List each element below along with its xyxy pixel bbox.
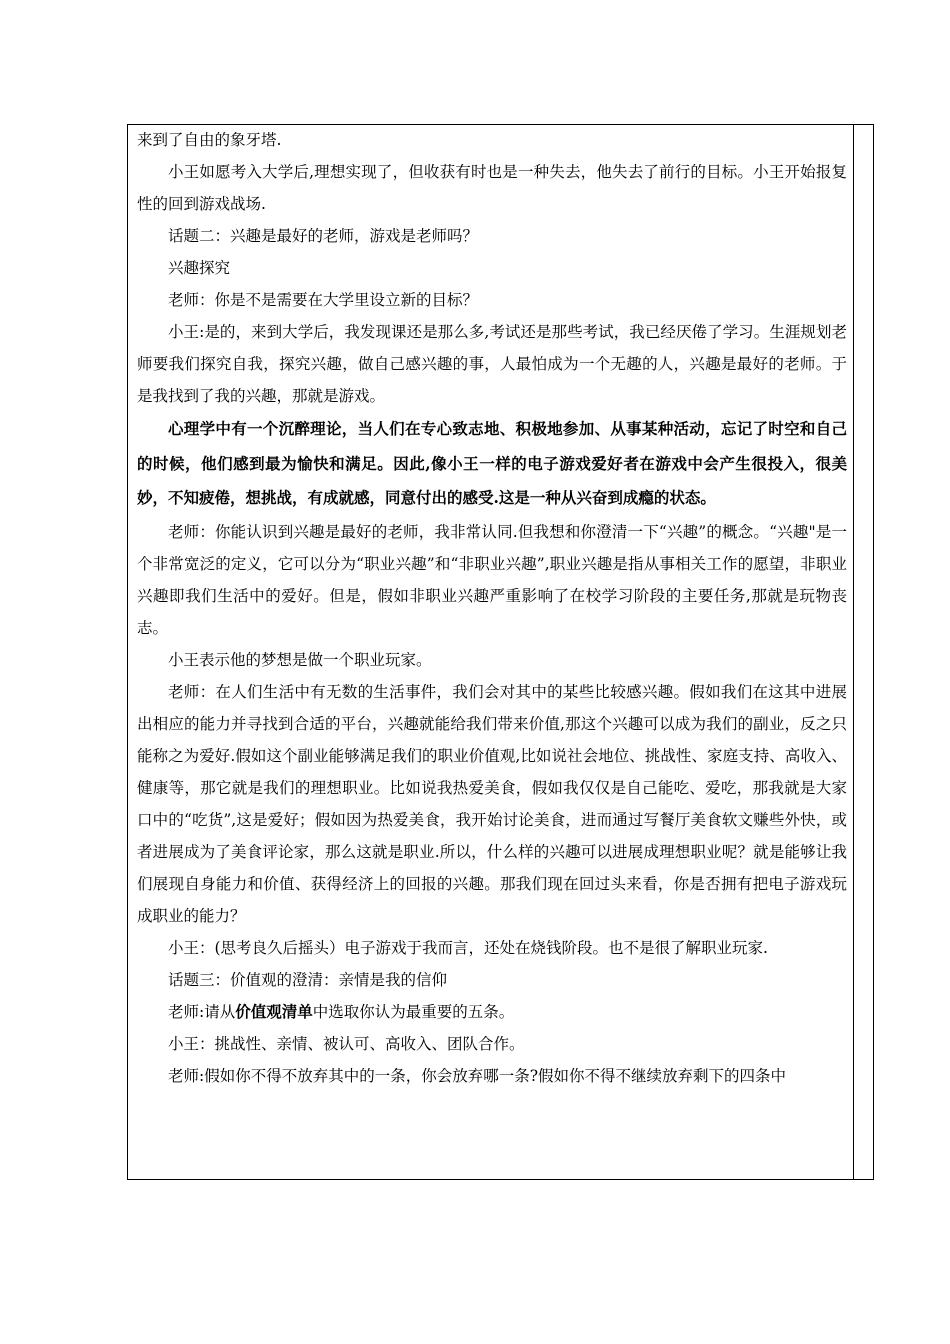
- topic-heading: 话题三：价值观的澄清：亲情是我的信仰: [168, 970, 448, 989]
- theory-paragraph: 心理学中有一个沉醉理论，当人们在专心致志地、积极地参加、从事某种活动，忘记了时空和自己的时候，他们感到最为愉快和满足。因此,像小王一样的电子游戏爱好者在游戏中会产生很投入，很美妙，不知疲倦，想挑战，有成就感，同意付出的感受.这是一种从兴奋到成瘾的状态。: [137, 419, 847, 507]
- dialogue-student: 小王:是的，来到大学后，我发现课还是那么多,考试还是那些考试，我已经厌倦了学习。生涯规划老师要我们探究自我，探究兴趣，做自己感兴趣的事，人最怕成为一个无趣的人，兴趣是最好的老师。于是我找到了我的兴趣，那就是游戏。: [137, 323, 847, 405]
- document-body: [137, 124, 847, 1092]
- text-segment: 中选取你认为最重要的五条。: [312, 1002, 515, 1021]
- dialogue-teacher: 老师:假如你不得不放弃其中的一条，你会放弃哪一条?假如你不得不继续放弃剩下的四条中: [168, 1066, 787, 1085]
- paragraph: 小王表示他的梦想是做一个职业玩家。: [168, 650, 432, 669]
- topic-heading: 话题二：兴趣是最好的老师，游戏是老师吗？: [168, 227, 479, 245]
- paragraph: 小王如愿考入大学后,理想实现了，但收获有时也是一种失去，他失去了前行的目标。小王开始报复性的回到游戏战场.: [137, 163, 847, 213]
- paragraph: 来到了自由的象牙塔.: [137, 131, 282, 149]
- dialogue-teacher: 老师：你是不是需要在大学里设立新的目标？: [168, 291, 479, 309]
- dialogue-student: 小王：(思考良久后摇头）电子游戏于我而言，还处在烧钱阶段。也不是很了解职业玩家.: [168, 938, 768, 957]
- table-column-divider: [853, 124, 854, 1180]
- bold-term: 价值观清单: [235, 1001, 313, 1021]
- section-label: 兴趣探究: [168, 259, 231, 277]
- dialogue-teacher: 老师：在人们生活中有无数的生活事件，我们会对其中的某些比较感兴趣。假如我们在这其中进展出相应的能力并寻找到合适的平台，兴趣就能给我们带来价值,那这个兴趣可以成为我们的副业，反之只能称之为爱好.假如这个副业能够满足我们的职业价值观,比如说社会地位、挑战性、家庭支持、高收入、健康等，那它就是我们的理想职业。比如说我热爱美食，假如我仅仅是自己能吃、爱吃，那我就是大家口中的“吃货”,这是爱好；假如因为热爱美食，我开始讨论美食，进而通过写餐厅美食软文赚些外快，或者进展成为了美食评论家，那么这就是职业.所以，什么样的兴趣可以进展成理想职业呢？就是能够让我们展现自身能力和价值、获得经济上的回报的兴趣。那我们现在回过头来看，你是否拥有把电子游戏玩成职业的能力？: [137, 682, 847, 925]
- dialogue-student: 小王：挑战性、亲情、被认可、高收入、团队合作。: [168, 1034, 525, 1053]
- text-segment: 老师:请从: [168, 1002, 236, 1021]
- dialogue-teacher: [137, 996, 847, 1028]
- dialogue-teacher: 老师：你能认识到兴趣是最好的老师，我非常认同.但我想和你澄清一下“兴趣”的概念。“兴趣"是一个非常宽泛的定义，它可以分为“职业兴趣”和“非职业兴趣”,职业兴趣是指从事相关工作的愿望，非职业兴趣即我们生活中的爱好。但是，假如非职业兴趣严重影响了在校学习阶段的主要任务,那就是玩物丧志。: [137, 522, 847, 637]
